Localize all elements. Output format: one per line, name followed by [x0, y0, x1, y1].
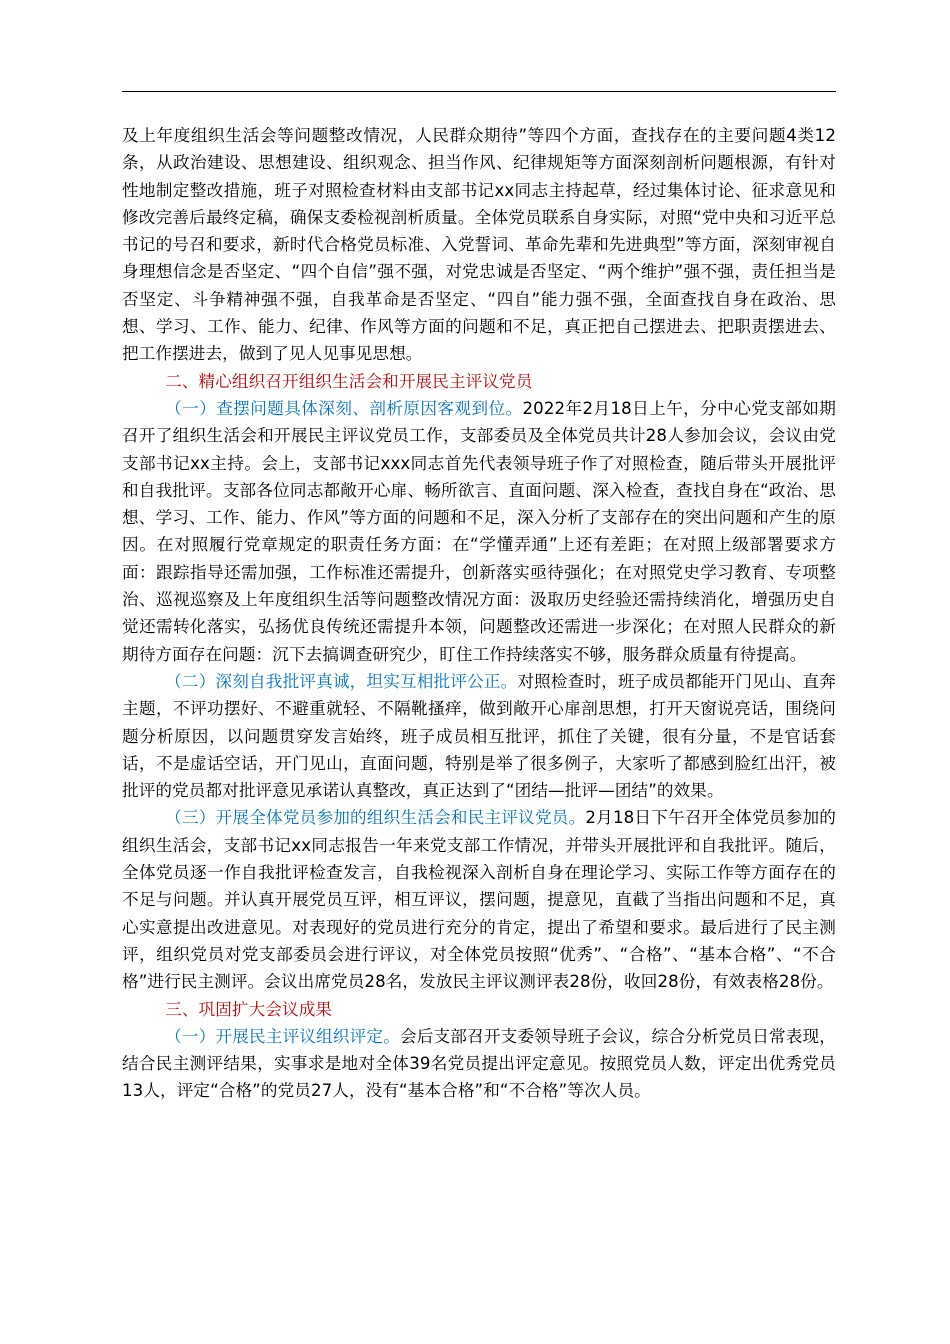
paragraph-2-2-text: 对照检查时，班子成员都能开门见山、直奔主题，不评功摆好、不避重就轻、不隔靴搔痒，做到敞开心扉剖思想，打开天窗说亮话，围绕问题分析原因，以问题贯穿发言始终，班子成员相互批评，抓住了关键，很有分量，不是官话套话，不是虚话空话，开门见山，直面问题，特别是举了很多例子，大家听了都感到脸红出汗，被批评的党员都对批评意见承诺认真整改，真正达到了“团结—批评—团结”的效果。	[122, 671, 836, 801]
paragraph-2-3-text: 2月18日下午召开全体党员参加的组织生活会，支部书记xx同志报告一年来党支部工作情况，并带头开展批评和自我批评。随后，全体党员逐一作自我批评检查发言，自我检视深入剖析自身在理论学习、实际工作等方面存在的不足与问题。并认真开展党员互评，相互评议，摆问题，提意见，直截了当指出问题和不足，真心实意提出改进意见。对表现好的党员进行充分的肯定，提出了希望和要求。最后进行了民主测评，组织党员对党支部委员会进行评议，对全体党员按照“优秀”、“合格”、“基本合格”、“不合格”进行民主测评。会议出席党员28名，发放民主评议测评表28份，收回28份，有效表格28份。	[122, 808, 836, 992]
section-heading-3: 三、巩固扩大会议成果	[165, 999, 333, 1019]
section-heading-2: 二、精心组织召开组织生活会和开展民主评议党员	[165, 371, 533, 391]
paragraph-2-3	[122, 804, 836, 995]
subheading-2-3: （三）开展全体党员参加的组织生活会和民主评议党员。	[165, 808, 586, 828]
subheading-3-1: （一）开展民主评议组织评定。	[165, 1026, 400, 1046]
paragraph-continuation: 及上年度组织生活会等问题整改情况，人民群众期待”等四个方面，查找存在的主要问题4类12条，从政治建设、思想建设、组织观念、担当作风、纪律规矩等方面深刻剖析问题根源，有针对性地制定整改措施，班子对照检查材料由支部书记xx同志主持起草，经过集体讨论、征求意见和修改完善后最终定稿，确保支委检视剖析质量。全体党员联系自身实际，对照“党中央和习近平总书记的号召和要求，新时代合格党员标准、入党誓词、革命先辈和先进典型”等方面，深刻审视自身理想信念是否坚定、“四个自信”强不强，对党忠诚是否坚定、“两个维护”强不强，责任担当是否坚定、斗争精神强不强，自我革命是否坚定、“四自”能力强不强，全面查找自身在政治、思想、学习、工作、能力、纪律、作风等方面的问题和不足，真正把自己摆进去、把职责摆进去、把工作摆进去，做到了见人见事见思想。	[122, 126, 836, 364]
header-rule	[122, 91, 836, 92]
subheading-2-2: （二）深刻自我批评真诚，坦实互相批评公正。	[165, 671, 518, 691]
paragraph-2-1	[122, 395, 836, 668]
subheading-2-1: （一）查摆问题具体深刻、剖析原因客观到位。	[165, 398, 523, 418]
paragraph-2-1-text: 2022年2月18日上午，分中心党支部如期召开了组织生活会和开展民主评议党员工作，支部委员及全体党员共计28人参加会议，会议由党支部书记xx主持。会上，支部书记xxx同志首先代表领导班子作了对照检查，随后带头开展批评和自我批评。支部各位同志都敞开心扉、畅所欲言、直面问题、深入检查，查找自身在“政治、思想、学习、工作、能力、作风”等方面的问题和不足，深入分析了支部存在的突出问题和产生的原因。在对照履行党章规定的职责任务方面：在“学懂弄通”上还有差距；在对照上级部署要求方面：跟踪指导还需加强，工作标准还需提升，创新落实亟待强化；在对照党史学习教育、专项整治、巡视巡察及上年度组织生活等问题整改情况方面：汲取历史经验还需持续消化，增强历史自觉还需转化落实，弘扬优良传统还需提升本领，问题整改还需进一步深化；在对照人民群众的新期待方面存在问题：沉下去搞调查研究少，盯住工作持续落实不够，服务群众质量有待提高。	[122, 398, 836, 664]
document-body	[122, 122, 836, 1105]
paragraph-3-1-text: 会后支部召开支委领导班子会议，综合分析党员日常表现，结合民主测评结果，实事求是地对全体39名党员提出评定意见。按照党员人数，评定出优秀党员13人，评定“合格”的党员27人，没有“基本合格”和“不合格”等次人员。	[122, 1026, 836, 1101]
paragraph-3-1	[122, 1023, 836, 1105]
paragraph-2-2	[122, 668, 836, 804]
